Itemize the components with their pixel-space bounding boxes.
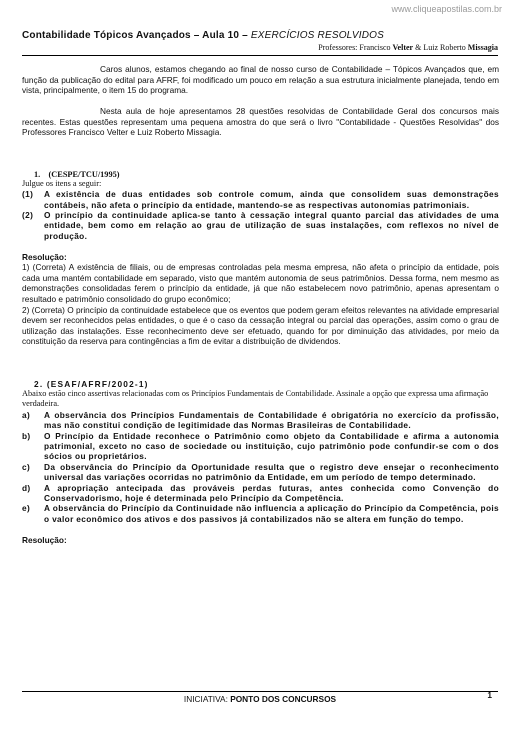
- prof-amp: & Luiz Roberto: [415, 43, 466, 52]
- prof-label: Professores: Francisco: [318, 43, 391, 52]
- item-text: O princípio da continuidade aplica-se tanto à cessação integral quanto parcial das atividades de uma entidade, bem como em relação ao grau de utilização de suas instalações, com reflexos no nível de produção.: [44, 209, 499, 241]
- item-marker: (1): [22, 189, 34, 200]
- site-url[interactable]: www.cliqueapostilas.com.br: [391, 4, 502, 14]
- page-body: [22, 64, 499, 545]
- question-1-number: 1.: [34, 169, 41, 179]
- option-text: A observância dos Princípios Fundamentais de Contabilidade é obrigatória no exercício da profissão, mas não constitui condição de legitimidade das Normas Brasileiras de Contabilidade.: [44, 409, 499, 431]
- question-1-resolution-label: Resolução:: [22, 251, 67, 262]
- intro-paragraph-2: Nesta aula de hoje apresentamos 28 questões resolvidas de Contabilidade Geral dos concursos mais recentes. Estas questões representam uma pequena amostra do que será o livro "Contabilidade - Questões Resolvidas" dos Professores Francisco Velter e Luiz Roberto Missagia.: [22, 106, 499, 138]
- question-1-item: [22, 189, 499, 210]
- option-marker: a): [22, 409, 31, 420]
- question-1-stem: Julgue os itens a seguir:: [22, 178, 102, 188]
- option-text: A observância do Princípio da Continuidade não influencia a aplicação do Princípio da Competência, pois o valor econômico dos ativos e dos passivos já contabilizados não se altera em função do tempo.: [44, 503, 499, 524]
- question-2-option: [22, 431, 499, 462]
- option-text: Da observância do Princípio da Oportunidade resulta que o registro deve ensejar o reconhecimento universal das variações ocorridas no patrimônio da Entidade, em um período de tempo determinado.: [44, 461, 499, 483]
- question-2-items: [22, 410, 499, 524]
- option-text: A apropriação antecipada das prováveis perdas futuras, antes conhecida como Convenção do Conservadorismo, hoje é determinada pelo Princípio da Competência.: [44, 482, 499, 503]
- question-1-item: [22, 210, 499, 241]
- page-number: 1: [487, 690, 492, 700]
- question-2-option: [22, 462, 499, 483]
- question-1-source: (CESPE/TCU/1995): [48, 169, 120, 179]
- question-1-resolution-1: 1) (Correta) A existência de filiais, ou de empresas controladas pela mesma empresa, não afeta o princípio da entidade, pois cada uma mantém contabilidade em separado, visto que mantém autonomia de seus patrimônios. Dessa forma, nem mesmo as demonstrações consolidadas ferem o princípio da entidade, já que não estabelecem novo patrimônio, apenas apresentam o resultado e patrimônio consolidado do grupo econômico;: [22, 262, 499, 305]
- header-professors: [318, 43, 498, 52]
- prof-name-missagia: Missagia: [467, 43, 498, 52]
- header-rule: [22, 55, 498, 56]
- option-marker: c): [22, 461, 31, 472]
- option-marker: d): [22, 482, 31, 493]
- intro-paragraph-1: Caros alunos, estamos chegando ao final de nosso curso de Contabilidade – Tópicos Avançados que, em função da publicação do edital para AFRF, foi modificado um pouco em relação a sua estrutura inicialmente planejada, tendo em vista, principalmente, o item 15 do programa.: [22, 64, 499, 96]
- footer-label: INICIATIVA:: [183, 694, 228, 704]
- prof-name-velter: Velter: [392, 43, 414, 52]
- question-2-option: [22, 410, 499, 431]
- question-2-resolution-label: Resolução:: [22, 534, 67, 545]
- item-marker: (2): [22, 209, 34, 220]
- option-marker: b): [22, 430, 31, 441]
- question-2-option: [22, 503, 499, 524]
- question-2-heading: 2. (ESAF/AFRF/2002-1): [34, 378, 149, 389]
- document-header-title: [22, 30, 384, 41]
- question-2-stem: Abaixo estão cinco assertivas relacionadas com os Princípios Fundamentais de Contabilidade. Assinale a opção que expressa uma afirmação verdadeira.: [22, 388, 489, 409]
- page-footer: [0, 694, 520, 704]
- header-title-italic: EXERCÍCIOS RESOLVIDOS: [250, 30, 385, 41]
- footer-rule: [22, 691, 498, 692]
- option-marker: e): [22, 503, 31, 514]
- question-1-heading: [22, 170, 499, 179]
- question-2-option: [22, 483, 499, 504]
- option-text: O Princípio da Entidade reconhece o Patrimônio como objeto da Contabilidade e afirma a autonomia patrimonial, exceto no caso de sociedade ou instituição, cujo patrimônio pode confundir-se com o dos sócios ou proprietários.: [44, 430, 499, 462]
- header-title-text: Contabilidade Tópicos Avançados – Aula 10 –: [22, 30, 248, 41]
- question-1-resolution-2: 2) (Correta) O princípio da continuidade estabelece que os eventos que podem geram efeitos relevantes na atividade empresarial devem ser reconhecidos pelas entidades, o que é o caso da cessação integral ou parcial das operações, assim como o grau de utilização das instalações. Esse reconhecimento deve ser efetuado, quando for por diminuição das atividades, por meio da constituição da reserva para contingências a fim de evitar a distribuição de dividendos.: [22, 304, 499, 347]
- footer-name: PONTO DOS CONCURSOS: [230, 694, 337, 704]
- item-text: A existência de duas entidades sob controle comum, ainda que consolidem suas demonstrações contábeis, não afeta o princípio da entidade, mantendo-se as respectivas autonomias patrimoniais.: [44, 189, 499, 210]
- question-1-items: [22, 189, 499, 241]
